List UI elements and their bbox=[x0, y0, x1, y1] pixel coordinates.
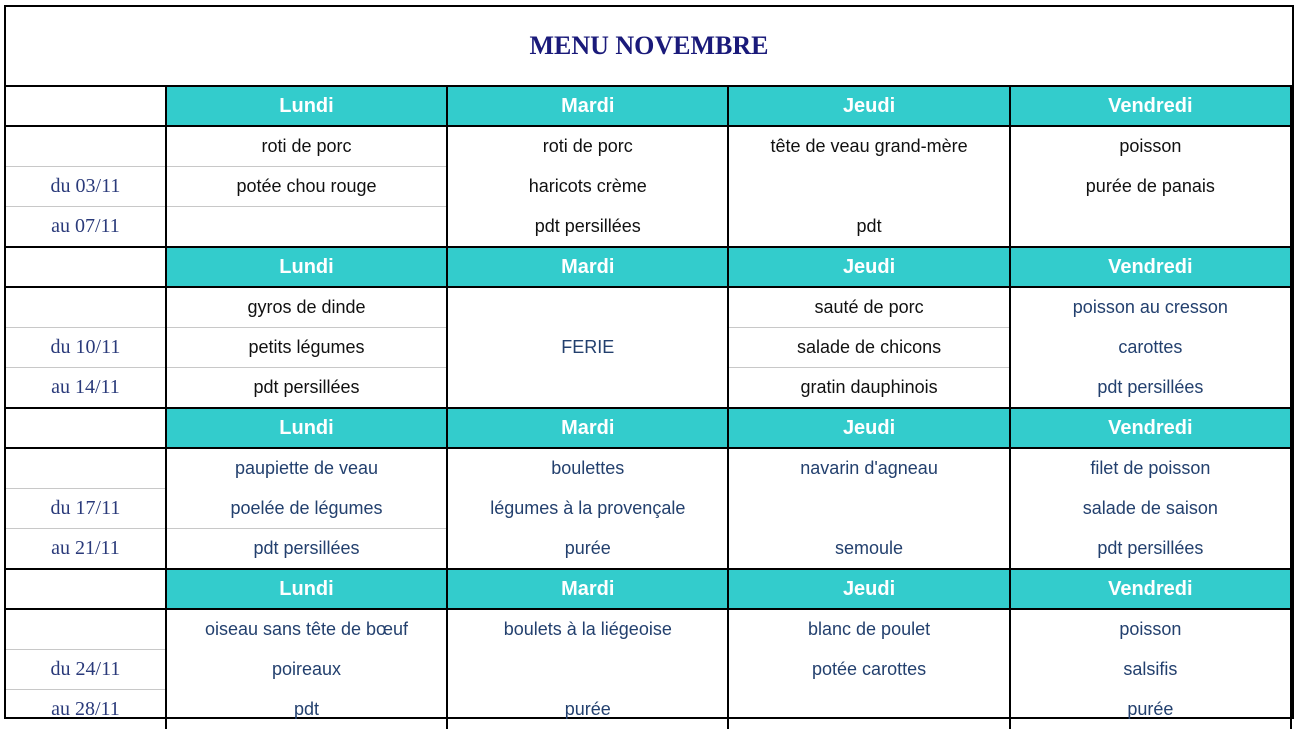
dish-cell: poisson bbox=[1010, 126, 1291, 167]
dish-cell: purée de panais bbox=[1010, 167, 1291, 207]
dish-cell: oiseau sans tête de bœuf bbox=[166, 609, 447, 650]
table-row bbox=[6, 448, 1291, 489]
dish-cell: potée chou rouge bbox=[166, 167, 447, 207]
menu-table bbox=[6, 87, 1292, 729]
day-header-vendredi: Vendredi bbox=[1010, 87, 1291, 126]
dish-cell: carottes bbox=[1010, 328, 1291, 368]
dish-cell: salade de saison bbox=[1010, 489, 1291, 529]
dish-cell: poisson bbox=[1010, 609, 1291, 650]
dish-cell: gyros de dinde bbox=[166, 287, 447, 328]
dish-cell: légumes à la provençale bbox=[447, 489, 728, 529]
dish-cell: filet de poisson bbox=[1010, 448, 1291, 489]
dish-cell: pdt persillées bbox=[1010, 529, 1291, 570]
table-row bbox=[6, 650, 1291, 690]
day-header-jeudi: Jeudi bbox=[728, 408, 1009, 448]
date-cell bbox=[6, 609, 166, 650]
dish-cell: haricots crème bbox=[447, 167, 728, 207]
table-row bbox=[6, 690, 1291, 729]
title-row bbox=[6, 7, 1292, 87]
dish-cell: pdt persillées bbox=[1010, 368, 1291, 409]
dish-cell: gratin dauphinois bbox=[728, 368, 1009, 409]
date-to: au 21/11 bbox=[6, 529, 166, 570]
dish-cell: potée carottes bbox=[728, 650, 1009, 690]
dish-cell bbox=[447, 368, 728, 409]
page-title: MENU NOVEMBRE bbox=[529, 31, 768, 61]
table-row bbox=[6, 529, 1291, 570]
dish-cell: boulettes bbox=[447, 448, 728, 489]
dish-cell bbox=[1010, 207, 1291, 248]
dish-cell: sauté de porc bbox=[728, 287, 1009, 328]
day-header-mardi: Mardi bbox=[447, 408, 728, 448]
dish-cell: pdt bbox=[166, 690, 447, 729]
day-header-jeudi: Jeudi bbox=[728, 569, 1009, 609]
day-header-jeudi: Jeudi bbox=[728, 247, 1009, 287]
day-header-lundi: Lundi bbox=[166, 408, 447, 448]
table-row bbox=[6, 126, 1291, 167]
dish-cell: pdt persillées bbox=[447, 207, 728, 248]
day-header-vendredi: Vendredi bbox=[1010, 247, 1291, 287]
table-row bbox=[6, 287, 1291, 328]
day-header-mardi: Mardi bbox=[447, 247, 728, 287]
dish-cell: purée bbox=[1010, 690, 1291, 729]
dish-cell: petits légumes bbox=[166, 328, 447, 368]
date-to: au 07/11 bbox=[6, 207, 166, 248]
day-header-lundi: Lundi bbox=[166, 569, 447, 609]
dish-cell: purée bbox=[447, 690, 728, 729]
dish-cell: semoule bbox=[728, 529, 1009, 570]
dish-cell: FERIE bbox=[447, 328, 728, 368]
dish-cell: pdt bbox=[728, 207, 1009, 248]
date-from: du 10/11 bbox=[6, 328, 166, 368]
date-cell bbox=[6, 126, 166, 167]
day-header-row bbox=[6, 569, 1291, 609]
day-header-mardi: Mardi bbox=[447, 569, 728, 609]
dish-cell bbox=[166, 207, 447, 248]
dish-cell: tête de veau grand-mère bbox=[728, 126, 1009, 167]
menu-sheet bbox=[4, 5, 1294, 719]
dish-cell: salsifis bbox=[1010, 650, 1291, 690]
dish-cell bbox=[447, 287, 728, 328]
day-header-row bbox=[6, 87, 1291, 126]
day-header-row bbox=[6, 247, 1291, 287]
dish-cell bbox=[728, 489, 1009, 529]
dish-cell: navarin d'agneau bbox=[728, 448, 1009, 489]
date-to: au 14/11 bbox=[6, 368, 166, 409]
date-to: au 28/11 bbox=[6, 690, 166, 729]
dish-cell bbox=[447, 650, 728, 690]
day-header-lundi: Lundi bbox=[166, 87, 447, 126]
dish-cell: boulets à la liégeoise bbox=[447, 609, 728, 650]
header-blank bbox=[6, 87, 166, 126]
table-row bbox=[6, 167, 1291, 207]
date-cell bbox=[6, 287, 166, 328]
date-from: du 24/11 bbox=[6, 650, 166, 690]
dish-cell bbox=[728, 167, 1009, 207]
table-row bbox=[6, 368, 1291, 409]
dish-cell bbox=[728, 690, 1009, 729]
table-row bbox=[6, 489, 1291, 529]
dish-cell: poelée de légumes bbox=[166, 489, 447, 529]
date-from: du 17/11 bbox=[6, 489, 166, 529]
dish-cell: poireaux bbox=[166, 650, 447, 690]
dish-cell: poisson au cresson bbox=[1010, 287, 1291, 328]
header-blank bbox=[6, 408, 166, 448]
table-row bbox=[6, 609, 1291, 650]
day-header-vendredi: Vendredi bbox=[1010, 408, 1291, 448]
header-blank bbox=[6, 569, 166, 609]
table-row bbox=[6, 207, 1291, 248]
day-header-row bbox=[6, 408, 1291, 448]
dish-cell: pdt persillées bbox=[166, 368, 447, 409]
dish-cell: paupiette de veau bbox=[166, 448, 447, 489]
day-header-vendredi: Vendredi bbox=[1010, 569, 1291, 609]
dish-cell: purée bbox=[447, 529, 728, 570]
day-header-lundi: Lundi bbox=[166, 247, 447, 287]
date-cell bbox=[6, 448, 166, 489]
dish-cell: pdt persillées bbox=[166, 529, 447, 570]
dish-cell: roti de porc bbox=[447, 126, 728, 167]
date-from: du 03/11 bbox=[6, 167, 166, 207]
day-header-mardi: Mardi bbox=[447, 87, 728, 126]
table-row bbox=[6, 328, 1291, 368]
dish-cell: blanc de poulet bbox=[728, 609, 1009, 650]
day-header-jeudi: Jeudi bbox=[728, 87, 1009, 126]
dish-cell: salade de chicons bbox=[728, 328, 1009, 368]
header-blank bbox=[6, 247, 166, 287]
dish-cell: roti de porc bbox=[166, 126, 447, 167]
